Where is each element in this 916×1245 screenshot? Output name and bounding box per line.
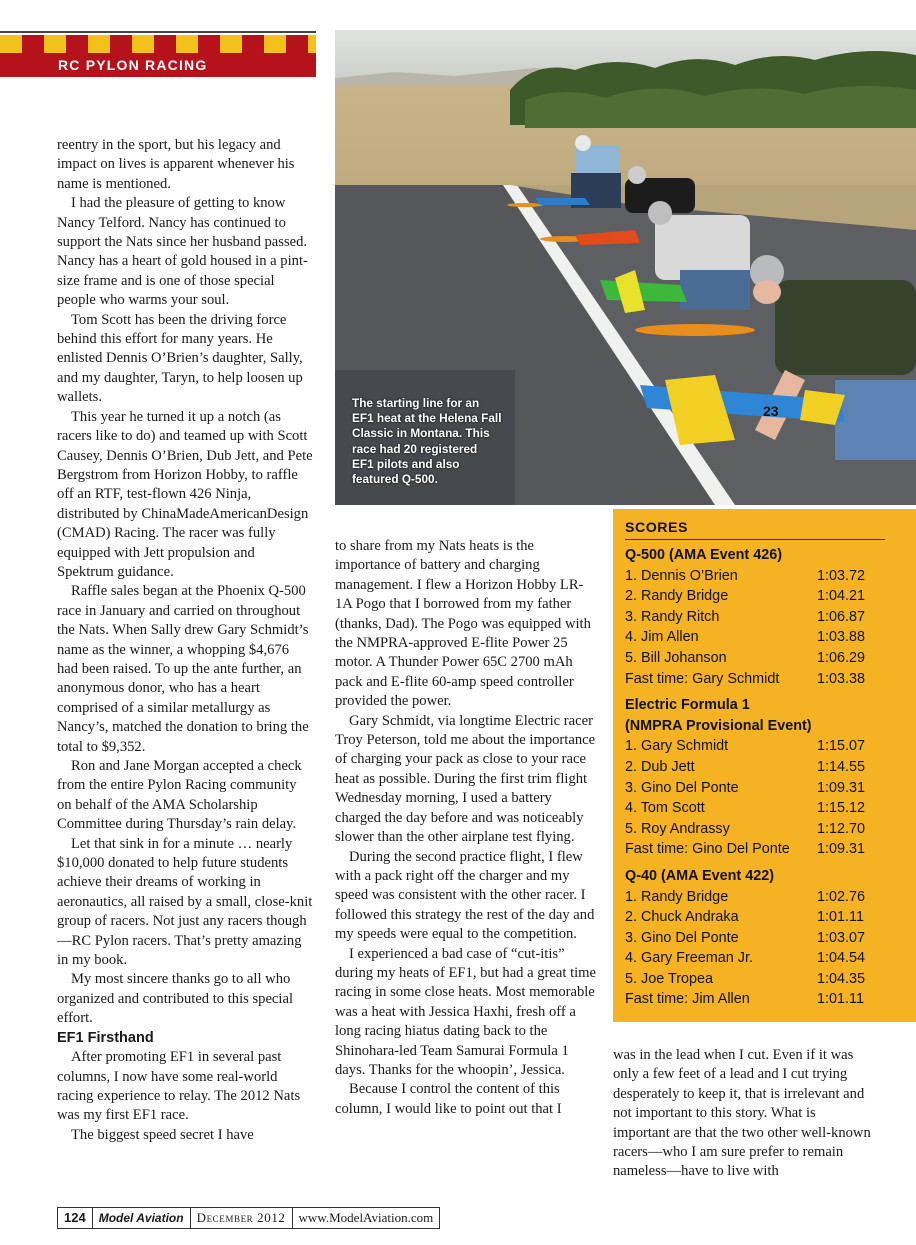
page-footer — [57, 1207, 440, 1229]
result-row — [625, 648, 890, 669]
racer-name: 1. Randy Bridge — [625, 888, 729, 905]
race-time: 1:15.07 — [817, 738, 866, 755]
plane-number: 23 — [763, 403, 779, 419]
photo-caption: The starting line for an EF1 heat at the Helena Fall Classic in Montana. This race had 20 registered EF1 pilots and also featured Q-500. — [352, 396, 502, 487]
racer-name: 3. Randy Ritch — [625, 608, 720, 625]
paragraph: reentry in the sport, but his legacy and impact on lives is apparent whenever his name is mentioned. — [57, 137, 295, 192]
race-time: 1:01.11 — [817, 909, 864, 926]
paragraph: My most sincere thanks go to all who organized and contributed to this special effort. — [57, 971, 294, 1027]
fast-time-row — [625, 669, 890, 690]
result-row — [625, 819, 890, 840]
result-row — [625, 586, 890, 607]
racer-name: 4. Tom Scott — [625, 800, 705, 817]
paragraph: Raffle sales began at the Phoenix Q-500 race in January and carried on throughout the Nats. When Sally drew Gary Schmidt’s name as the winner, a whopping $4,676 had been raised. To up the ante further, an anonymous donor, who has a heart comprised of a similar metallurgy as Nancy’s, matched the donation to bring the total to $9,352. — [57, 583, 309, 755]
article-column-2 — [335, 537, 597, 1119]
result-row — [625, 969, 890, 990]
race-time: 1:04.54 — [817, 950, 866, 967]
race-time: 1:03.38 — [817, 670, 866, 687]
result-row — [625, 566, 890, 587]
race-time: 1:15.12 — [817, 800, 866, 817]
race-time: 1:03.07 — [817, 929, 866, 946]
article-column-1 — [57, 136, 313, 1145]
checkered-banner — [0, 35, 316, 53]
result-row — [625, 736, 890, 757]
racer-name: 5. Bill Johanson — [625, 649, 727, 666]
section-bar — [0, 53, 316, 77]
paragraph: After promoting EF1 in several past columns, I now have some real-world racing experience to relay. The 2012 Nats was my first EF1 race. — [57, 1049, 301, 1124]
racer-name: 2. Randy Bridge — [625, 588, 729, 605]
race-time: 1:01.11 — [817, 991, 864, 1008]
racer-name: 3. Gino Del Ponte — [625, 929, 739, 946]
paragraph: I had the pleasure of getting to know Nancy Telford. Nancy has continued to support the Nats since her husband passed. Nancy has a heart of gold housed in a pint-size frame and is one of those special people who warms your soul. — [57, 195, 308, 309]
scores-box — [613, 509, 916, 1022]
magazine-name: Model Aviation — [93, 1208, 191, 1228]
website-link[interactable]: www.ModelAviation.com — [298, 1210, 434, 1225]
racer-name: 5. Roy Andrassy — [625, 820, 730, 837]
fast-time-row — [625, 989, 890, 1010]
race-time: 1:09.31 — [817, 779, 866, 796]
paragraph: The biggest speed secret I have — [71, 1126, 254, 1143]
racer-name: 1. Dennis O’Brien — [625, 567, 738, 584]
result-row — [625, 627, 890, 648]
race-time: 1:04.35 — [817, 970, 866, 987]
scores-body — [625, 545, 890, 1010]
paragraph: Tom Scott has been the driving force behind this effort for many years. He enlisted Dennis O’Brien’s daughter, Sally, and my daughter, Taryn, to help loosen up wallets. — [57, 311, 303, 406]
racer-name: 5. Joe Tropea — [625, 970, 714, 987]
event-name: Electric Formula 1 — [625, 697, 750, 714]
paragraph: I experienced a bad case of “cut-itis” during my heats of EF1, but had a great time racing in some close heats. Most memorable was a heat with Jessica Haxhi, fresh off a long racing hiatus dating back to the Shinohara-led Team Samurai Formula 1 days. Thanks for the whoopin’, Jessica. — [335, 945, 597, 1078]
race-time: 1:04.21 — [817, 588, 866, 605]
paragraph: Because I control the content of this column, I would like to point out that I — [335, 1081, 562, 1117]
racer-name: 3. Gino Del Ponte — [625, 779, 739, 796]
paragraph: was in the lead when I cut. Even if it was only a few feet of a lead and I cut trying desperately to keep it, that is irrelevant and not important to this story. What is important are that the two other well-known racers—who I am sure prefer to remain nameless—have to live with — [613, 1047, 871, 1180]
race-time: 1:03.72 — [817, 567, 866, 584]
result-row — [625, 607, 890, 628]
scores-title: SCORES — [625, 520, 688, 536]
race-time: 1:02.76 — [817, 888, 866, 905]
result-row — [625, 778, 890, 799]
result-row — [625, 928, 890, 949]
race-time: 1:03.88 — [817, 629, 866, 646]
result-row — [625, 887, 890, 908]
race-time: 1:09.31 — [817, 841, 866, 858]
race-time: 1:06.87 — [817, 608, 866, 625]
header-rule — [0, 31, 316, 33]
racer-name: Fast time: Gino Del Ponte — [625, 841, 790, 858]
subhead: EF1 Firsthand — [57, 1029, 154, 1046]
racer-name: 2. Dub Jett — [625, 758, 695, 775]
event-name: Q-500 (AMA Event 426) — [625, 547, 783, 563]
result-row — [625, 757, 890, 778]
issue-date: December 2012 — [191, 1208, 293, 1228]
paragraph: Gary Schmidt, via longtime Electric racer Troy Peterson, told me about the importance of charging your pack as close to your race heat as possible. During the first trim flight Wednesday morning, I used a battery charged the day before and was noticeably slower than the other airplane test flying. — [335, 712, 596, 846]
race-time: 1:14.55 — [817, 758, 866, 775]
paragraph: Let that sink in for a minute … nearly $10,000 donated to help future students achieve their dreams of working in aeronautics, all raised by a small, close-knit group of racers. Not just any racers though—RC Pylon racers. That’s pretty amazing in my book. — [57, 835, 313, 969]
racer-name: 4. Gary Freeman Jr. — [625, 950, 753, 967]
article-column-3 — [613, 1046, 875, 1182]
racer-name: 4. Jim Allen — [625, 629, 699, 646]
page-number: 124 — [58, 1208, 93, 1228]
race-time: 1:12.70 — [817, 820, 866, 837]
result-row — [625, 948, 890, 969]
racer-name: 2. Chuck Andraka — [625, 909, 739, 926]
result-row — [625, 907, 890, 928]
event-name: Q-40 (AMA Event 422) — [625, 867, 775, 884]
racer-name: Fast time: Jim Allen — [625, 991, 750, 1008]
section-title: RC PYLON RACING — [58, 57, 208, 73]
paragraph: This year he turned it up a notch (as racers like to do) and teamed up with Scott Causey, Dennis O’Brien, Dub Jett, and Pete Bergstrom from Horizon Hobby, to raffle off an RTF, test-flown 426 Ninja, distributed by ChinaMadeAmericanDesign (CMAD) Racing. The racer was fully equipped with Jett propulsion and Spektrum guidance. — [57, 408, 313, 580]
paragraph: Ron and Jane Morgan accepted a check from the entire Pylon Racing community on behalf of the AMA Scholarship Committee during Thursday’s rain delay. — [57, 758, 302, 833]
racer-name: Fast time: Gary Schmidt — [625, 670, 780, 687]
scores-rule — [625, 539, 885, 540]
racer-name: 1. Gary Schmidt — [625, 738, 729, 755]
race-time: 1:06.29 — [817, 649, 866, 666]
result-row — [625, 798, 890, 819]
paragraph: to share from my Nats heats is the importance of battery and charging management. I flew a Horizon Hobby LR-1A Pogo that I borrowed from my father (thanks, Dad). The Pogo was equipped with the NMPRA-approved E-flite Power 25 motor. A Thunder Power 65C 2700 mAh pack and E-flite 60-amp speed controller provided the power. — [335, 538, 591, 710]
paragraph: During the second practice flight, I flew with a pack right off the charger and my speed was consistent with the other racer. I followed this strategy the rest of the day and my speeds were equal to the competition. — [335, 848, 595, 943]
fast-time-row — [625, 839, 890, 860]
event-name-sub: (NMPRA Provisional Event) — [625, 717, 812, 734]
